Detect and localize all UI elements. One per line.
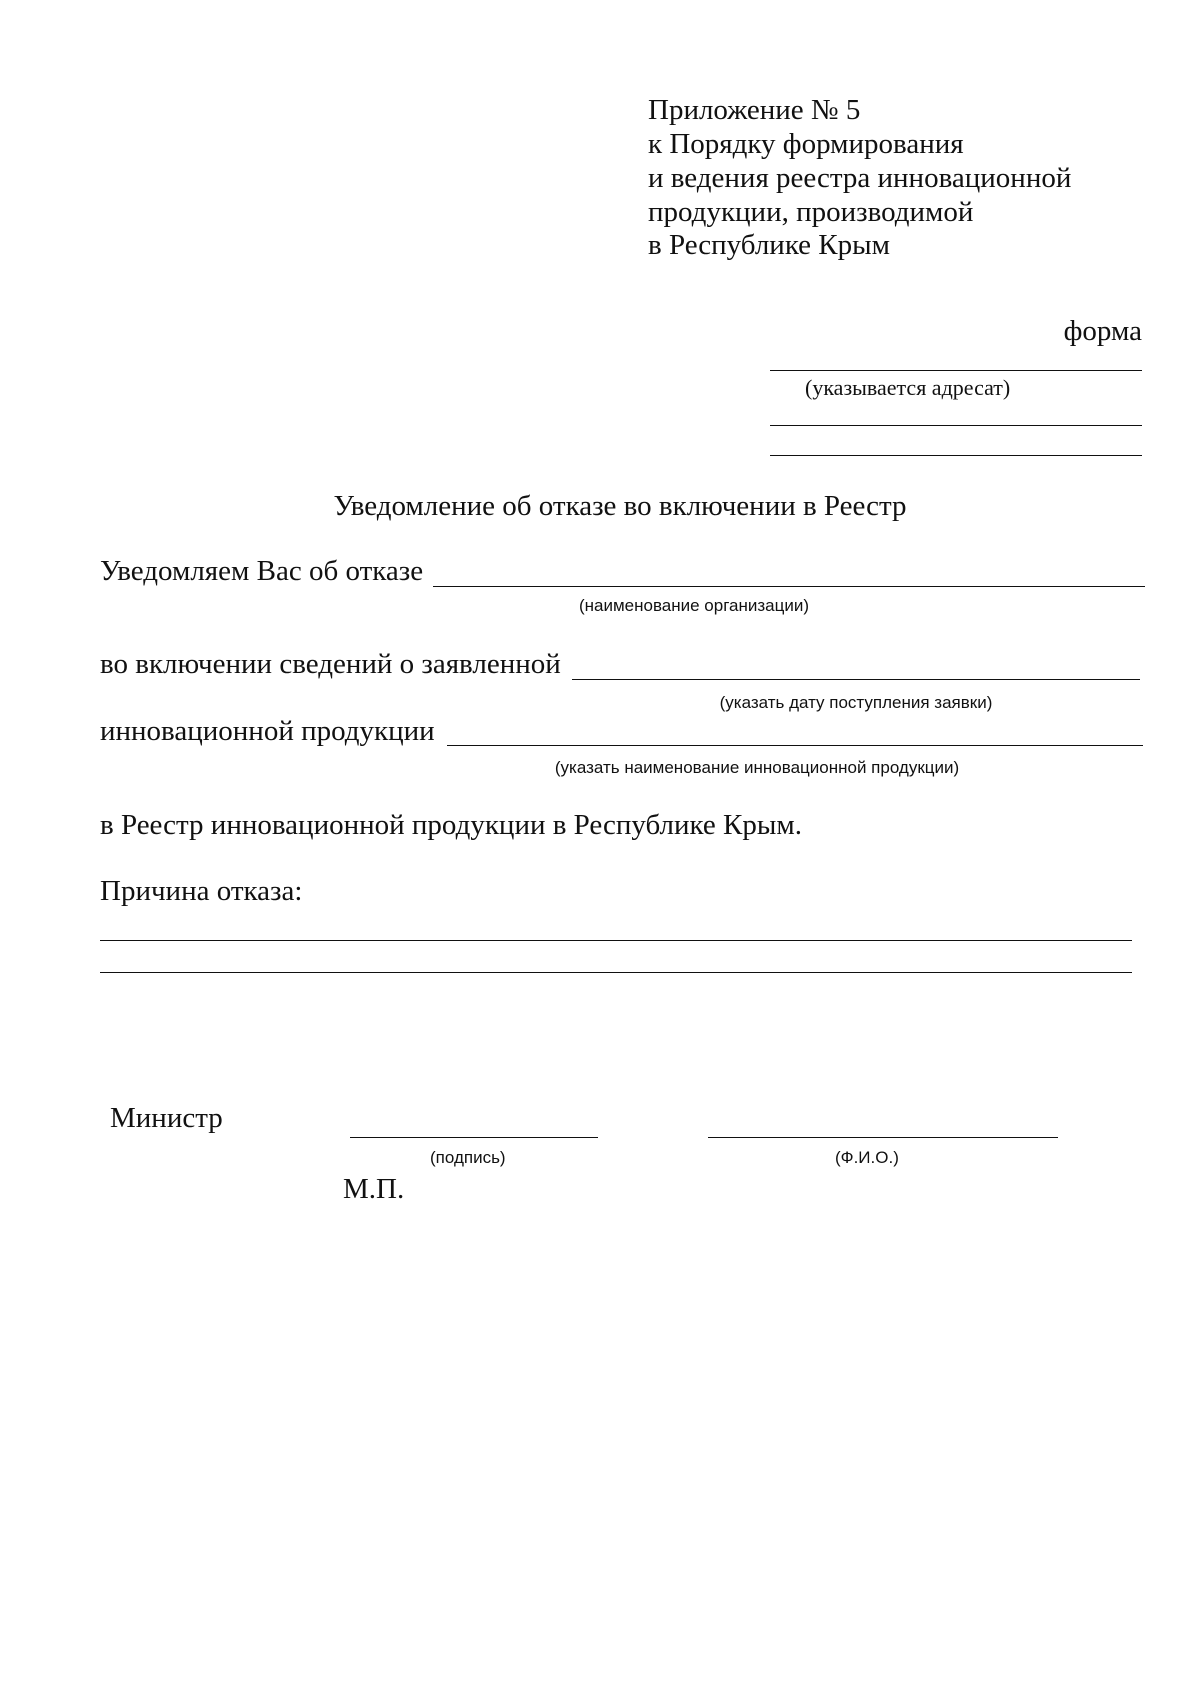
appendix-line: в Республике Крым — [648, 229, 890, 261]
body-line-4: в Реестр инновационной продукции в Республике Крым. — [100, 809, 802, 841]
application-date-line — [572, 679, 1140, 680]
full-name-line — [708, 1137, 1058, 1138]
position-title: Министр — [110, 1102, 223, 1134]
organization-caption: (наименование организации) — [578, 596, 810, 615]
product-name-line — [447, 745, 1143, 746]
product-name-caption: (указать наименование инновационной продукции) — [554, 758, 960, 777]
addressee-line — [770, 455, 1142, 456]
addressee-line — [770, 425, 1142, 426]
full-name-caption: (Ф.И.О.) — [835, 1148, 899, 1167]
appendix-line: продукции, производимой — [648, 196, 974, 228]
signature-caption: (подпись) — [430, 1148, 506, 1167]
appendix-line: к Порядку формирования — [648, 128, 964, 160]
reason-label: Причина отказа: — [100, 875, 303, 907]
addressee-line — [770, 370, 1142, 371]
body-line-3: инновационной продукции — [100, 715, 435, 747]
application-date-caption: (указать дату поступления заявки) — [719, 693, 993, 712]
document-title: Уведомление об отказе во включении в Реестр — [333, 490, 907, 522]
form-label: форма — [1063, 315, 1142, 347]
appendix-line: и ведения реестра инновационной — [648, 162, 1072, 194]
organization-name-line — [433, 586, 1145, 587]
reason-line — [100, 940, 1132, 941]
signature-line — [350, 1137, 598, 1138]
seal-mark: М.П. — [343, 1173, 405, 1205]
body-line-1: Уведомляем Вас об отказе — [100, 555, 424, 587]
appendix-line: Приложение № 5 — [648, 94, 861, 126]
addressee-caption: (указывается адресат) — [805, 375, 1011, 400]
reason-line — [100, 972, 1132, 973]
body-line-2: во включении сведений о заявленной — [100, 648, 561, 680]
